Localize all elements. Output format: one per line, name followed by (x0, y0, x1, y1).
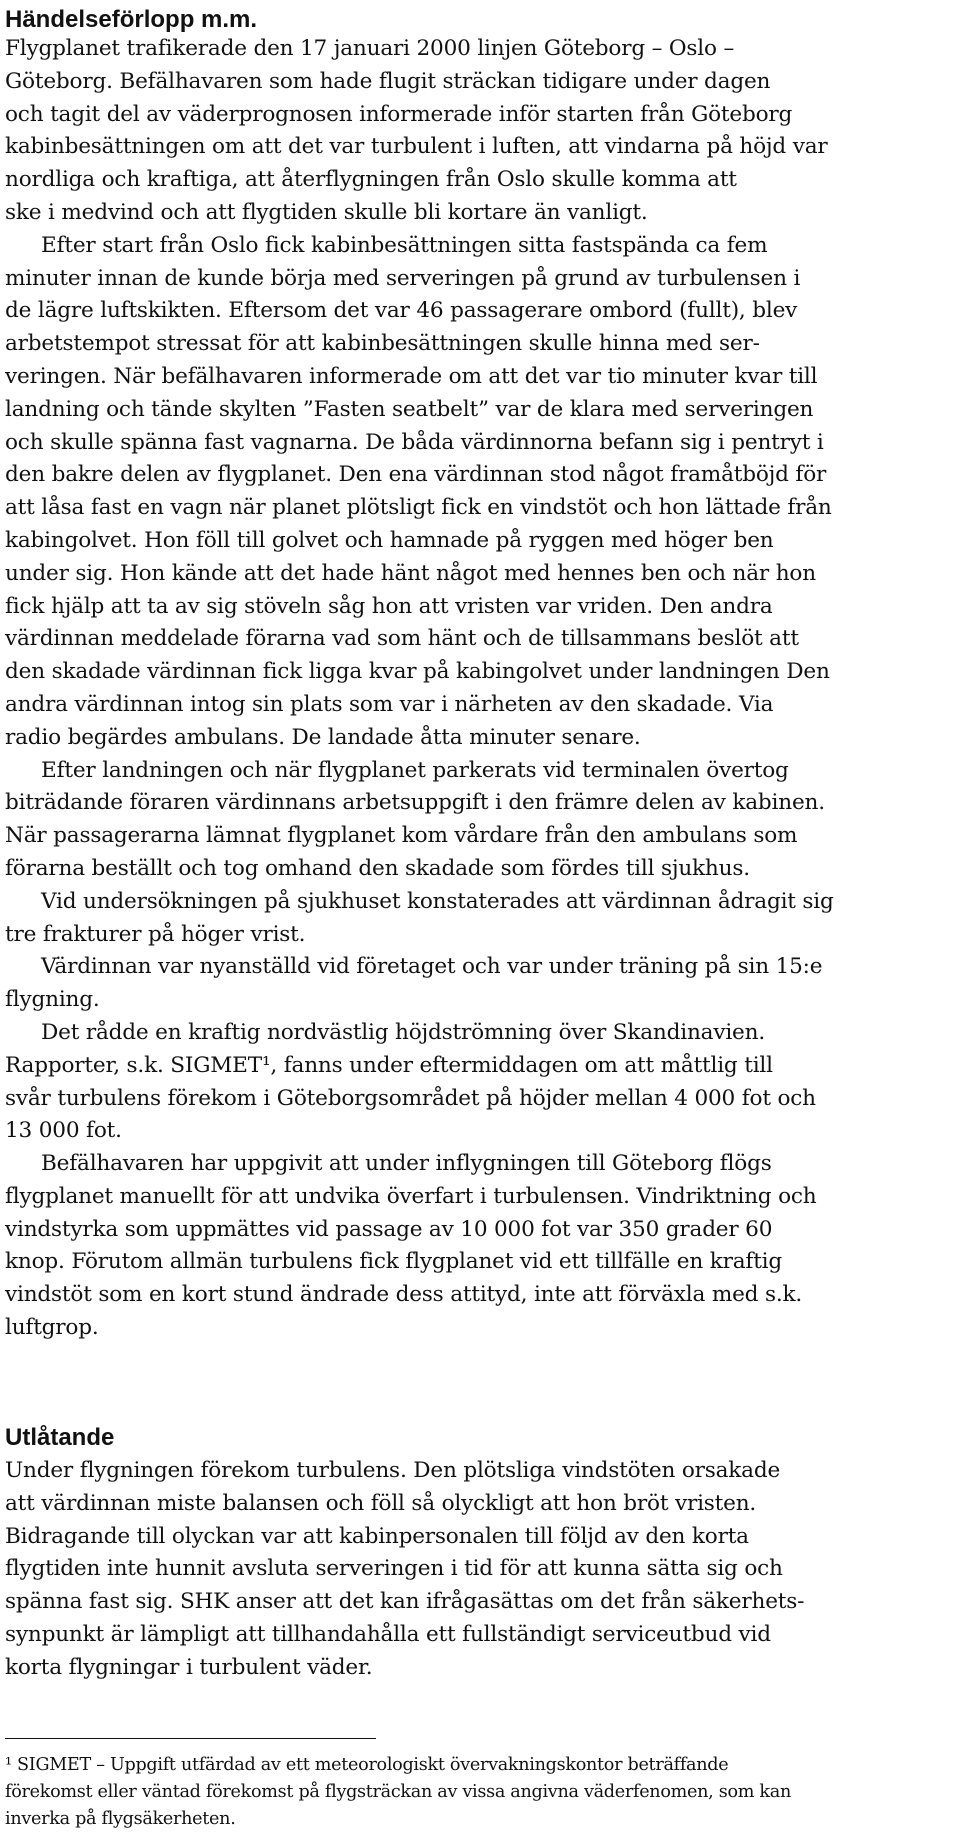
text-line: korta flygningar i turbulent väder. (5, 1654, 373, 1680)
text-line: och skulle spänna fast vagnarna. De båda värdinnorna befann sig i pentryt i (5, 429, 824, 455)
text-line: den bakre delen av flygplanet. Den ena värdinnan stod något framåtböjd för (5, 462, 827, 488)
text-line: Efter start från Oslo fick kabinbesättningen sitta fastspända ca fem (41, 232, 768, 258)
text-line: veringen. När befälhavaren informerade om att det var tio minuter kvar till (5, 363, 818, 389)
text-line: landning och tände skylten ”Fasten seatbelt” var de klara med serveringen (5, 396, 814, 422)
section-heading-handelseforlopp: Händelseförlopp m.m. (5, 6, 258, 33)
text-line: värdinnan meddelade förarna vad som hänt och de tillsammans beslöt att (5, 626, 799, 652)
text-line: tre frakturer på höger vrist. (5, 921, 306, 947)
text-line: Flygplanet trafikerade den 17 januari 2000 linjen Göteborg – Oslo – (5, 36, 735, 61)
text-line: radio begärdes ambulans. De landade åtta minuter senare. (5, 724, 641, 750)
text-line: kabinbesättningen om att det var turbulent i luften, att vindarna på höjd var (5, 134, 828, 160)
text-line: När passagerarna lämnat flygplanet kom vårdare från den ambulans som (5, 823, 798, 849)
text-line: Rapporter, s.k. SIGMET¹, fanns under eftermiddagen om att måttlig till (5, 1052, 773, 1078)
footnote-line: förekomst eller väntad förekomst på flygsträckan av vissa angivna väderfenomen, som kan (5, 1782, 792, 1802)
text-line: spänna fast sig. SHK anser att det kan ifrågasättas om det från säkerhets- (5, 1589, 805, 1615)
text-line: flygtiden inte hunnit avsluta serveringen i tid för att kunna sätta sig och (5, 1556, 783, 1582)
text-line: andra värdinnan intog sin plats som var i närheten av den skadade. Via (5, 691, 774, 717)
text-line: Göteborg. Befälhavaren som hade flugit sträckan tidigare under dagen (5, 68, 771, 94)
text-line: biträdande föraren värdinnans arbetsuppgift i den främre delen av kabinen. (5, 790, 825, 816)
text-line: ske i medvind och att flygtiden skulle bli kortare än vanligt. (5, 199, 648, 225)
text-line: nordliga och kraftiga, att återflygningen från Oslo skulle komma att (5, 167, 737, 193)
text-line: Vid undersökningen på sjukhuset konstaterades att värdinnan ådragit sig (41, 888, 834, 914)
text-line: knop. Förutom allmän turbulens fick flygplanet vid ett tillfälle en kraftig (5, 1249, 783, 1275)
text-line: synpunkt är lämpligt att tillhandahålla ett fullständigt serviceutbud vid (5, 1621, 771, 1647)
text-line: de lägre luftskikten. Eftersom det var 46 passagerare ombord (fullt), blev (5, 298, 798, 324)
footnote-divider (5, 1738, 376, 1739)
text-line: Värdinnan var nyanställd vid företaget och var under träning på sin 15:e (41, 954, 823, 980)
text-line: Det rådde en kraftig nordvästlig höjdströmning över Skandinavien. (41, 1019, 765, 1045)
text-line: 13 000 fot. (5, 1118, 122, 1144)
text-line: att låsa fast en vagn när planet plötsligt fick en vindstöt och hon lättade från (5, 495, 832, 521)
text-line: och tagit del av väderprognosen informerade inför starten från Göteborg (5, 101, 793, 127)
text-line: svår turbulens förekom i Göteborgsområdet på höjder mellan 4 000 fot och (5, 1085, 816, 1111)
text-line: Bidragande till olyckan var att kabinpersonalen till följd av den korta (5, 1523, 749, 1549)
text-line: flygning. (5, 987, 100, 1013)
text-line: kabingolvet. Hon föll till golvet och hamnade på ryggen med höger ben (5, 527, 774, 553)
text-line: förarna beställt och tog omhand den skadade som fördes till sjukhus. (5, 855, 750, 881)
text-line: under sig. Hon kände att det hade hänt något med hennes ben och när hon (5, 560, 816, 586)
text-line: luftgrop. (5, 1315, 99, 1341)
footnote-line: ¹ SIGMET – Uppgift utfärdad av ett meteorologiskt övervakningskontor beträffande (5, 1755, 729, 1775)
text-line: minuter innan de kunde börja med serveringen på grund av turbulensen i (5, 265, 801, 291)
text-line: flygplanet manuellt för att undvika överfart i turbulensen. Vindriktning och (5, 1183, 817, 1209)
footnote (5, 1752, 955, 1833)
text-line: arbetstempot stressat för att kabinbesättningen skulle hinna med ser- (5, 331, 760, 357)
text-line: fick hjälp att ta av sig stöveln såg hon att vristen var vriden. Den andra (5, 593, 773, 619)
footnote-line: inverka på flygsäkerheten. (5, 1809, 236, 1829)
text-line: Efter landningen och när flygplanet parkerats vid terminalen övertog (41, 757, 789, 783)
text-line: vindstöt som en kort stund ändrade dess attityd, inte att förväxla med s.k. (5, 1282, 803, 1308)
section-heading-utlatande: Utlåtande (5, 1424, 115, 1451)
section-body-handelseforlopp (5, 33, 955, 1345)
text-line: vindstyrka som uppmättes vid passage av 10 000 fot var 350 grader 60 (5, 1216, 773, 1242)
section-body-utlatande (5, 1455, 955, 1685)
text-line: Befälhavaren har uppgivit att under inflygningen till Göteborg flögs (41, 1151, 772, 1177)
text-line: den skadade värdinnan fick ligga kvar på kabingolvet under landningen Den (5, 659, 830, 685)
text-line: Under flygningen förekom turbulens. Den plötsliga vindstöten orsakade (5, 1458, 781, 1483)
text-line: att värdinnan miste balansen och föll så olyckligt att hon bröt vristen. (5, 1490, 757, 1516)
